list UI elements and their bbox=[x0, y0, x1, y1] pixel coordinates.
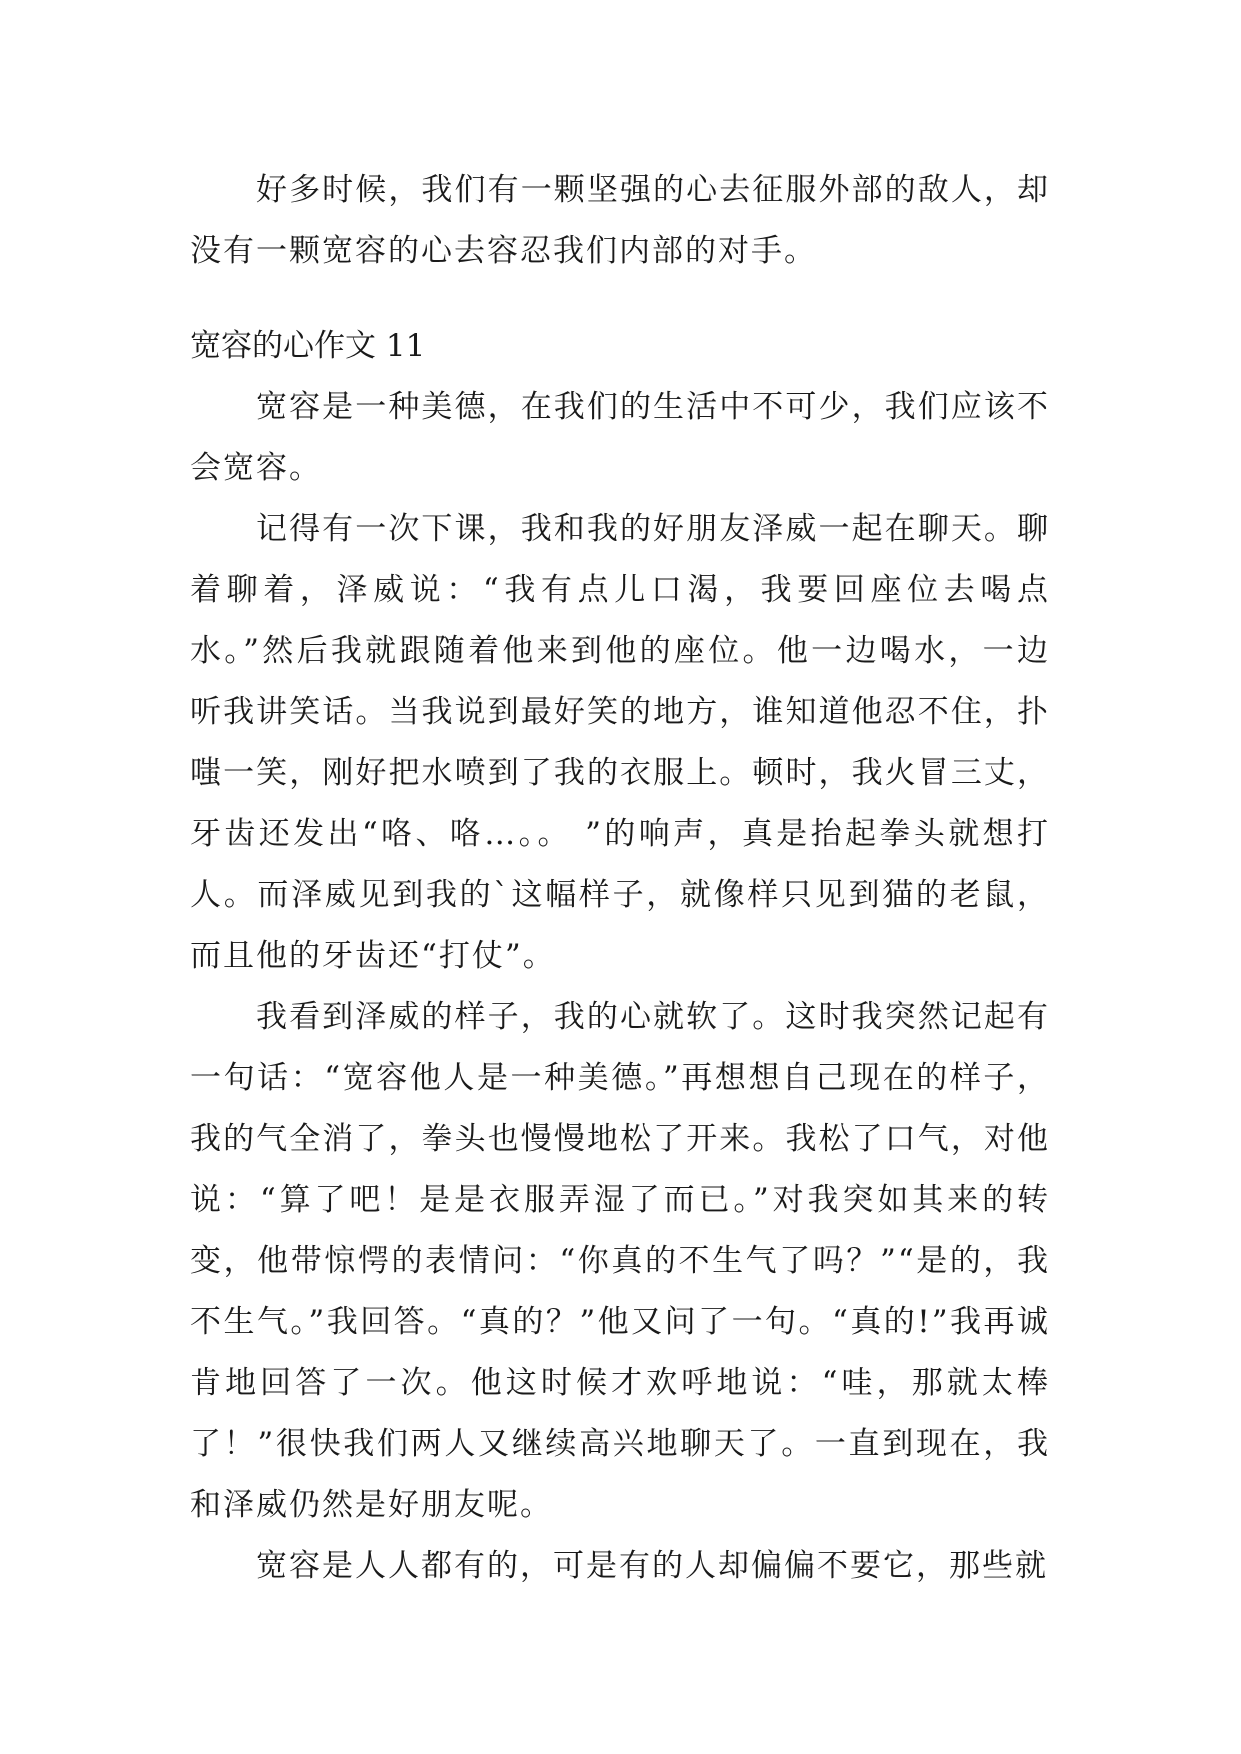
body-paragraph-1: 宽容是一种美德，在我们的生活中不可少，我们应该不会宽容。 bbox=[190, 389, 1050, 486]
document-body bbox=[190, 160, 1050, 1597]
body-paragraph-4: 宽容是人人都有的，可是有的人却偏偏不要它，那些就 bbox=[256, 1548, 1048, 1584]
body-paragraph-2: 记得有一次下课，我和我的好朋友泽威一起在聊天。聊着聊着，泽威说：“我有点儿口渴，我要回座位去喝点水。”然后我就跟随着他来到他的座位。他一边喝水，一边听我讲笑话。当我说到最好笑的地方，谁知道他忍不住，扑嗤一笑，刚好把水喷到了我的衣服上。顿时，我火冒三丈，牙齿还发出“咯、咯…。。 ”的响声，真是抬起拳头就想打人。而泽威见到我的`这幅样子，就像样只见到猫的老鼠，而且他的牙齿还“打仗”。 bbox=[190, 511, 1050, 974]
intro-paragraph: 好多时候，我们有一颗坚强的心去征服外部的敌人，却没有一颗宽容的心去容忍我们内部的对手。 bbox=[190, 172, 1050, 269]
section-title: 宽容的心作文 11 bbox=[190, 328, 426, 364]
body-paragraph-3: 我看到泽威的样子，我的心就软了。这时我突然记起有一句话：“宽容他人是一种美德。”再想想自己现在的样子，我的气全消了，拳头也慢慢地松了开来。我松了口气，对他说：“算了吧！是是衣服弄湿了而已。”对我突如其来的转变，他带惊愕的表情问：“你真的不生气了吗？”“是的，我不生气。”我回答。“真的？”他又问了一句。“真的!”我再诚肯地回答了一次。他这时候才欢呼地说：“哇，那就太棒了！”很快我们两人又继续高兴地聊天了。一直到现在，我和泽威仍然是好朋友呢。 bbox=[190, 999, 1050, 1523]
